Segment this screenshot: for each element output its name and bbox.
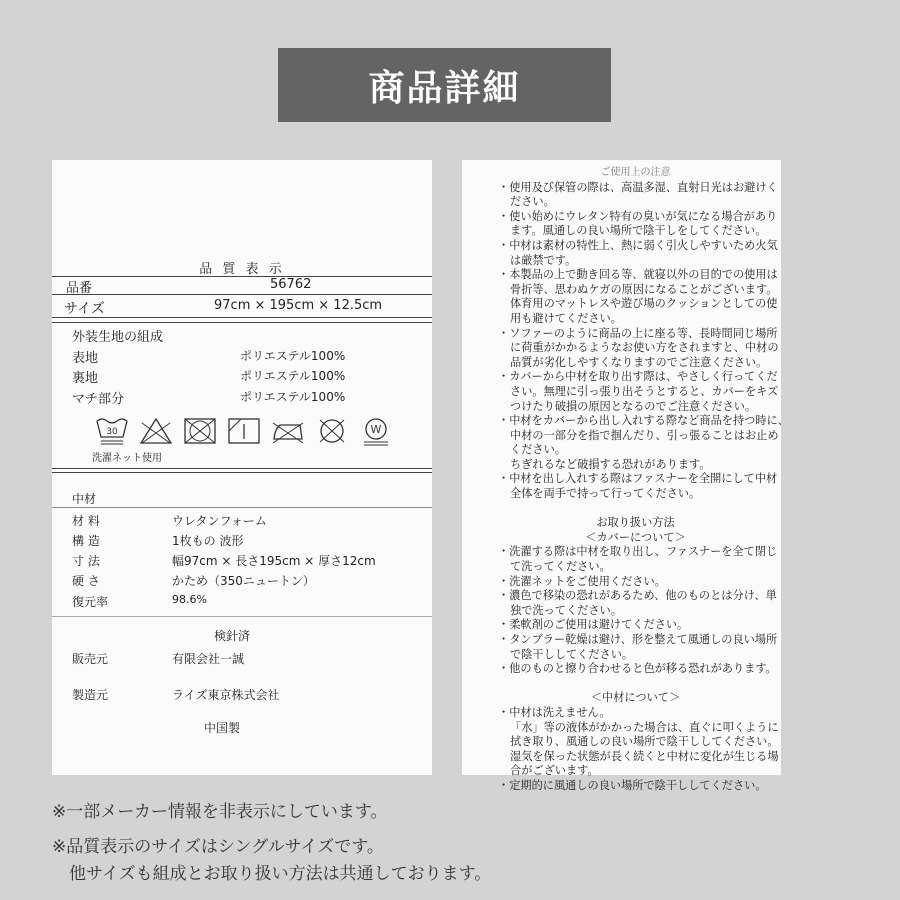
no-tumble-dry-icon xyxy=(182,415,218,447)
composition-value: ポリエステル100% xyxy=(240,349,346,363)
instruction-line: ・洗濯する際は中材を取り出し、ファスナーを全て閉じ xyxy=(498,545,778,559)
instruction-line: 中材の一部分を指で掴んだり、引っ張ることはお止め xyxy=(510,428,779,442)
core-label: 構 造 xyxy=(72,534,100,548)
maker-value: ライズ東京株式会社 xyxy=(172,688,280,702)
instruction-line: ださい。 xyxy=(510,195,555,209)
instruction-line: ・カバーから中材を取り出す際は、やさしく行ってくだ xyxy=(498,370,778,384)
instruction-line: ・中材をカバーから出し入れする際など商品を持つ時に、 xyxy=(498,414,789,428)
instruction-line xyxy=(498,502,773,517)
core-value: ウレタンフォーム xyxy=(172,514,267,528)
core-heading: 中材 xyxy=(72,492,97,506)
core-label: 寸 法 xyxy=(72,554,100,568)
care-note: 洗濯ネット使用 xyxy=(92,453,162,464)
core-value: 98.6% xyxy=(172,593,207,606)
instruction-line: ・他のものと擦り合わせると色が移る恐れがあります。 xyxy=(498,662,777,676)
line-dry-shade-icon xyxy=(226,415,262,447)
composition-label: マチ部分 xyxy=(72,392,125,407)
instruction-line: つけたり破損の原因となるのでご注意ください。 xyxy=(510,399,757,413)
instruction-line: て洗ってください。 xyxy=(510,560,611,574)
no-iron-icon xyxy=(270,415,306,447)
core-value: かため（350ニュートン） xyxy=(172,574,315,588)
instructions-heading: ＜カバーについて＞ xyxy=(585,530,686,544)
seller-value: 有限会社一誠 xyxy=(172,652,245,666)
instruction-line: ・使用及び保管の際は、高温多湿、直射日光はお避けく xyxy=(498,180,778,194)
core-value: 幅97cm × 長さ195cm × 厚さ12cm xyxy=(172,554,376,568)
origin: 中国製 xyxy=(204,721,241,735)
core-label: 復元率 xyxy=(72,595,109,609)
no-bleach-icon xyxy=(138,415,174,447)
row-value: 97cm × 195cm × 12.5cm xyxy=(214,298,383,313)
instruction-line: ・中材を出し入れする際はファスナーを全開にして中材 xyxy=(498,472,778,486)
row-value: 56762 xyxy=(270,277,312,292)
inspection-label: 検針済 xyxy=(214,629,251,643)
instruction-line: ・中材は素材の特性上、熱に弱く引火しやすいため火気 xyxy=(498,238,778,252)
core-label: 硬 さ xyxy=(72,574,100,588)
instruction-line: 合がございます。 xyxy=(510,764,599,778)
row-label: 品番 xyxy=(66,281,93,296)
instruction-line: 骨折等、思わぬケガの原因になることがございます。 xyxy=(510,282,778,296)
instruction-line: ・柔軟剤のご使用は避けてください。 xyxy=(498,618,689,632)
page-title: 商品詳細 xyxy=(278,48,611,122)
maker-label: 製造元 xyxy=(72,688,109,702)
instruction-line: ちぎれるなど破損する恐れがあります。 xyxy=(510,457,711,471)
composition-label: 裏地 xyxy=(72,371,99,386)
instruction-line: 拭き取り、風通しの良い場所で陰干ししてください。 xyxy=(510,735,779,749)
wash-30-icon xyxy=(94,415,130,447)
instructions-heading: ご使用上の注意 xyxy=(600,167,671,178)
instructions-heading: ＜中材について＞ xyxy=(590,691,681,705)
instruction-line: ・中材は洗えません。 xyxy=(498,705,611,719)
wet-clean-icon xyxy=(358,415,394,447)
core-label: 材 料 xyxy=(72,514,100,528)
instruction-line: ください。 xyxy=(510,443,566,457)
composition-value: ポリエステル100% xyxy=(240,390,346,404)
no-dry-clean-icon xyxy=(314,415,350,447)
seller-label: 販売元 xyxy=(72,652,109,666)
wash-temp: 30 xyxy=(106,427,118,437)
instruction-line xyxy=(498,677,773,692)
composition-heading: 外装生地の組成 xyxy=(72,330,164,345)
instruction-line: ・濃色で移染の恐れがあるため、他のものとは分け、単 xyxy=(498,589,777,603)
instruction-line: さい。無理に引っ張り出そうとすると、カバーをキズ xyxy=(510,384,779,398)
instruction-line: ・本製品の上で動き回る等、就寝以外の目的での使用は xyxy=(498,268,778,282)
instructions-card xyxy=(462,160,789,792)
footnote: ※品質表示のサイズはシングルサイズです。 xyxy=(52,837,384,857)
instruction-line: ・タンブラー乾燥は避け、形を整えて風通しの良い場所 xyxy=(498,633,778,646)
instruction-line: で陰干ししてください。 xyxy=(510,647,634,661)
instruction-line: 品質が劣化しやすくなりますのでご注意ください。 xyxy=(510,355,768,369)
instruction-line: 体育用のマットレスや遊び場のクッションとしての使 xyxy=(510,297,778,311)
row-label: サイズ xyxy=(64,301,105,317)
composition-label: 表地 xyxy=(72,351,99,366)
care-symbols xyxy=(94,415,394,447)
instruction-line: 用も避けてください。 xyxy=(510,311,622,325)
wet-clean-letter: W xyxy=(370,423,382,436)
instruction-line: 独で洗ってください。 xyxy=(510,603,622,617)
instruction-line: 全体を両手で持って行ってください。 xyxy=(510,487,701,501)
instruction-line: 湿気を保った状態が長く続くと中材に変化が生じる場 xyxy=(510,749,779,763)
instruction-line: ・洗濯ネットをご使用ください。 xyxy=(498,574,666,588)
composition-value: ポリエステル100% xyxy=(240,369,346,383)
instruction-line: 「水」等の液体がかかった場合は、直ぐに叩くように xyxy=(510,720,779,734)
instruction-line: ・使い始めにウレタン特有の臭いが気になる場合があり xyxy=(498,209,778,223)
quality-label-card xyxy=(52,160,432,775)
footnote: ※一部メーカー情報を非表示にしています。 xyxy=(52,802,388,822)
footnote: 他サイズも組成とお取り扱い方法は共通しております。 xyxy=(52,864,492,884)
instruction-line: ます。風通しの良い場所で陰干しをしてください。 xyxy=(510,224,767,238)
core-value: 1枚もの 波形 xyxy=(172,534,244,548)
instruction-line: に荷重がかかるようなお使い方をされますと、中材の xyxy=(510,341,779,355)
instruction-line: ・ソファーのように商品の上に座る等、長時間同じ場所 xyxy=(498,326,778,340)
instruction-line: は厳禁です。 xyxy=(510,253,577,267)
instruction-line: ・定期的に風通しの良い場所で陰干ししてください。 xyxy=(498,778,767,792)
quality-heading: 品 質 表 示 xyxy=(199,262,285,277)
instructions-heading: お取り扱い方法 xyxy=(596,516,675,530)
